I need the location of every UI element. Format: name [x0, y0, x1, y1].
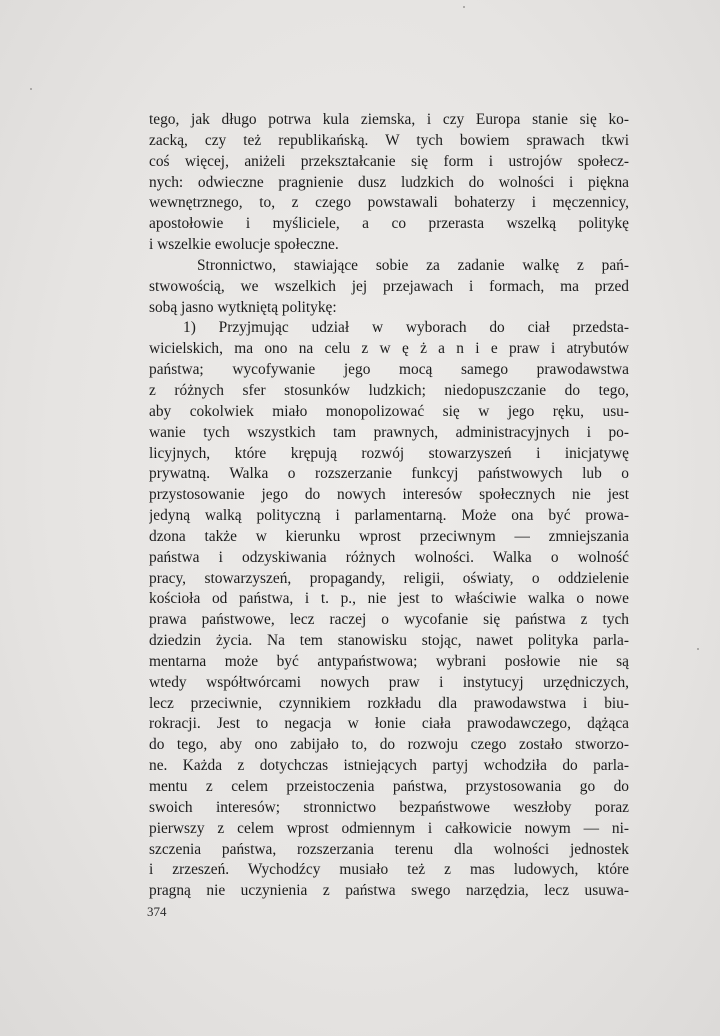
text-line: i zrzeszeń. Wychodźcy musiało też z mas ludowych, które: [149, 861, 629, 879]
text-line: dziedzin życia. Na tem stanowisku stojąc, nawet polityka parla-: [149, 632, 629, 650]
text-line: prywatną. Walka o rozszerzanie funkcyj państwowych lub o: [149, 465, 629, 483]
text-line: rokracji. Jest to negacja w łonie ciała prawodawczego, dążąca: [149, 715, 629, 733]
text-line: prawa państwowe, lecz raczej o wycofanie się państwa z tych: [149, 611, 629, 629]
text-line: lecz przeciwnie, czynnikiem rozkładu dla prawodawstwa i biu-: [149, 694, 629, 712]
text-line: Stronnictwo, stawiające sobie za zadanie walkę z pań-: [197, 256, 629, 274]
text-line: do tego, aby ono zabijało to, do rozwoju czego zostało stworzo-: [149, 736, 629, 754]
text-line: przystosowanie jego do nowych interesów społecznych nie jest: [149, 486, 629, 504]
text-line: państwa i odzyskiwania różnych wolności. Walka o wolność: [149, 548, 629, 566]
text-line: wtedy współtwórcami nowych praw i instytucyj urzędniczych,: [149, 673, 629, 691]
text-line: licyjnych, które krępują rozwój stowarzyszeń i inicjatywę: [149, 444, 629, 462]
page-number: 374: [147, 904, 167, 919]
text-line: z różnych sfer stosunków ludzkich; niedopuszczanie do tego,: [149, 381, 629, 399]
text-line: apostołowie i myśliciele, a co przerasta wszelką politykę: [149, 215, 629, 233]
text-line: nych: odwieczne pragnienie dusz ludzkich do wolności i piękna: [149, 173, 629, 191]
text-line: szczenia państwa, rozszerzania terenu dla wolności jednostek: [149, 840, 629, 858]
text-line: pracy, stowarzyszeń, propagandy, religii, oświaty, o oddzielenie: [149, 569, 629, 587]
paper-speck: [463, 6, 465, 8]
text-line: pierwszy z celem wprost odmiennym i całkowicie nowym — ni-: [149, 819, 629, 837]
paper-speck: [697, 648, 699, 650]
text-line: aby cokolwiek miało monopolizować się w jego ręku, usu-: [149, 402, 629, 420]
text-line: wicielskich, ma ono na celu z w ę ż a n i e praw i atrybutów: [149, 340, 629, 358]
text-line: mentarna może być antypaństwowa; wybrani posłowie nie są: [149, 652, 629, 670]
text-line: ne. Każda z dotychczas istniejących partyj wchodziła do parla-: [149, 757, 629, 775]
text-line: sobą jasno wytkniętą politykę:: [149, 298, 337, 316]
text-line: pragną nie uczynienia z państwa swego narzędzia, lecz usuwa-: [149, 882, 629, 900]
text-line: wewnętrznego, to, z czego powstawali bohaterzy i męczennicy,: [149, 194, 629, 212]
paper-speck: [30, 88, 32, 90]
body-text: [149, 110, 629, 902]
text-line: 1) Przyjmując udział w wyborach do ciał przedsta-: [183, 319, 629, 337]
text-line: tego, jak długo potrwa kula ziemska, i czy Europa stanie się ko-: [149, 111, 629, 128]
text-line: i wszelkie ewolucje społeczne.: [149, 236, 339, 254]
text-line: swoich interesów; stronnictwo bezpaństwowe weszłoby poraz: [149, 798, 629, 816]
text-line: zacką, czy też republikańską. W tych bowiem sprawach tkwi: [149, 131, 629, 149]
text-line: kościoła od państwa, i t. p., nie jest to właściwie walka o nowe: [149, 590, 629, 608]
text-line: dzona także w kierunku wprost przeciwnym — zmniejszania: [149, 527, 629, 545]
text-line: coś więcej, aniżeli przekształcanie się form i ustrojów społecz-: [149, 152, 629, 170]
text-line: państwa; wycofywanie jego mocą samego prawodawstwa: [149, 361, 629, 379]
text-line: wanie tych wszystkich tam prawnych, administracyjnych i po-: [149, 423, 629, 441]
text-line: jedyną walką polityczną i parlamentarną. Może ona być prowa-: [149, 507, 629, 525]
text-line: mentu z celem przeistoczenia państwa, przystosowania go do: [149, 778, 629, 795]
text-line: stwowością, we wszelkich jej przejawach i formach, ma przed: [149, 277, 629, 295]
